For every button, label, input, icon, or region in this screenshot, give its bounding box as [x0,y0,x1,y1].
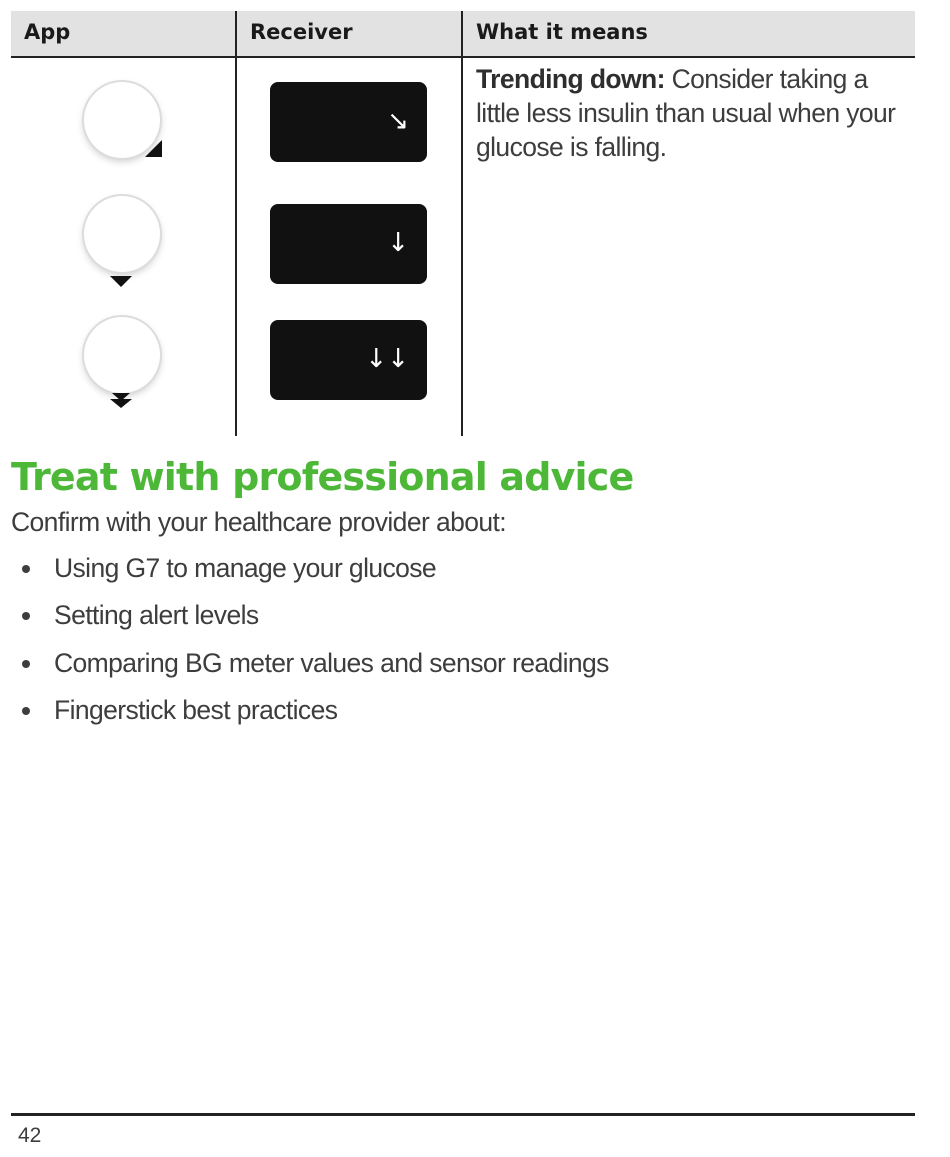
arrow-down-right-icon: ↘ [387,106,409,136]
header-receiver: Receiver [250,20,353,44]
column-divider [235,11,237,436]
list-item [18,551,609,598]
table-header-row [11,11,915,58]
list-item-text: Setting alert levels [54,600,259,631]
meaning-text: Consider taking a little less insulin than usual when your glucose is falling. [476,64,896,162]
double-arrow-down-icon: ↓↓ [365,344,409,374]
receiver-display [270,82,427,162]
header-what-it-means: What it means [476,20,648,44]
list-item-text: Fingerstick best practices [54,694,338,725]
meaning-description [476,62,906,164]
bullet-icon [22,612,30,620]
list-item [18,646,609,693]
bullet-icon [22,707,30,715]
advice-list [18,551,609,740]
bullet-icon [22,565,30,573]
receiver-display [270,204,427,284]
column-divider [461,11,463,436]
list-item [18,598,609,645]
footer-divider [11,1113,915,1116]
header-app: App [24,20,71,44]
meaning-title: Trending down: [476,64,665,94]
bullet-icon [22,660,30,668]
section-intro: Confirm with your healthcare provider about: [11,507,507,537]
list-item-text: Using G7 to manage your glucose [54,553,437,583]
section-heading: Treat with professional advice [11,455,634,499]
trend-down-icon [76,192,172,288]
receiver-display [270,320,427,400]
trend-down-fast-icon [76,313,172,409]
list-item-text: Comparing BG meter values and sensor readings [54,647,609,678]
page-number: 42 [18,1124,42,1147]
list-item [18,693,609,740]
arrow-down-icon: ↓ [387,228,409,258]
trend-down-45-icon [76,78,172,174]
